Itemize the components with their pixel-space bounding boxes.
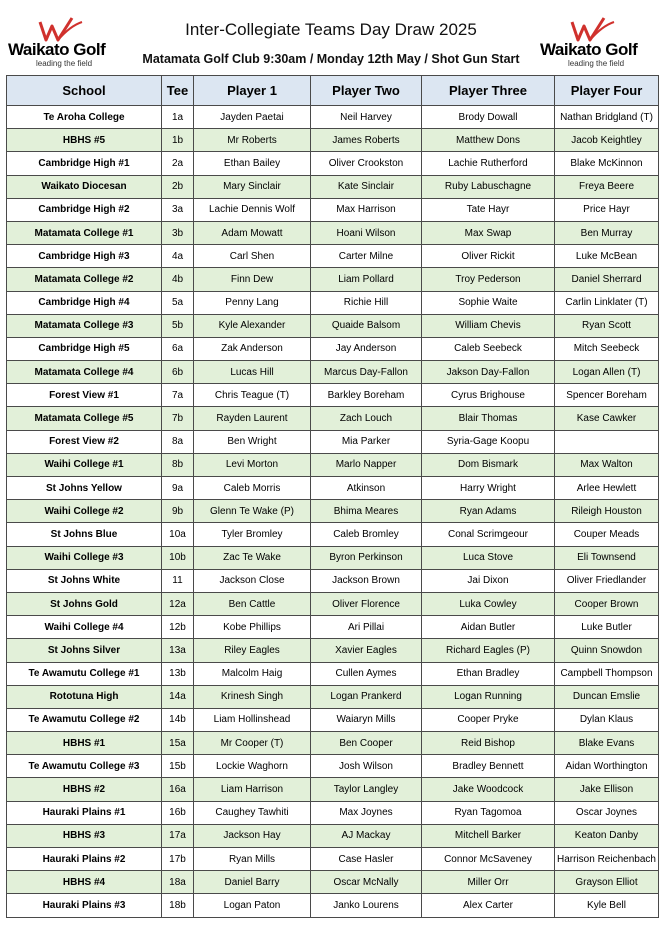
player-four-cell: Spencer Boreham <box>555 384 659 407</box>
player-1-cell: Malcolm Haig <box>194 662 311 685</box>
player-1-cell: Jayden Paetai <box>194 106 311 129</box>
player-1-cell: Liam Harrison <box>194 778 311 801</box>
player-1-cell: Caughey Tawhiti <box>194 801 311 824</box>
player-four-cell: Kase Cawker <box>555 407 659 430</box>
table-body <box>7 106 659 918</box>
table-row <box>7 546 659 569</box>
player-two-cell: Jackson Brown <box>311 569 422 592</box>
player-1-cell: Zak Anderson <box>194 337 311 360</box>
team-school-cell: Cambridge High #1 <box>7 152 162 175</box>
golf-swoosh-icon <box>38 16 84 42</box>
tee-cell: 4a <box>162 245 194 268</box>
player-two-cell: Marlo Napper <box>311 453 422 476</box>
player-four-cell: Freya Beere <box>555 175 659 198</box>
table-row <box>7 824 659 847</box>
team-school-cell: St Johns Yellow <box>7 477 162 500</box>
team-school-cell: Matamata College #1 <box>7 221 162 244</box>
player-two-cell: Atkinson <box>311 477 422 500</box>
table-row <box>7 221 659 244</box>
player-two-cell: Barkley Boreham <box>311 384 422 407</box>
team-school-cell: Te Awamutu College #1 <box>7 662 162 685</box>
player-three-cell: Harry Wright <box>422 477 555 500</box>
player-two-cell: Neil Harvey <box>311 106 422 129</box>
player-four-cell: Blake Evans <box>555 732 659 755</box>
player-two-cell: Liam Pollard <box>311 268 422 291</box>
player-three-cell: Bradley Bennett <box>422 755 555 778</box>
table-row <box>7 778 659 801</box>
player-three-cell: Brody Dowall <box>422 106 555 129</box>
tee-cell: 15b <box>162 755 194 778</box>
player-four-cell: Keaton Danby <box>555 824 659 847</box>
tee-cell: 14b <box>162 708 194 731</box>
player-1-cell: Levi Morton <box>194 453 311 476</box>
player-four-cell: Ryan Scott <box>555 314 659 337</box>
team-school-cell: Hauraki Plains #2 <box>7 848 162 871</box>
tee-cell: 1b <box>162 129 194 152</box>
player-three-cell: Lachie Rutherford <box>422 152 555 175</box>
table-row <box>7 314 659 337</box>
player-three-cell: Dom Bismark <box>422 453 555 476</box>
player-1-cell: Lucas Hill <box>194 361 311 384</box>
player-four-cell: Kyle Bell <box>555 894 659 917</box>
table-row <box>7 871 659 894</box>
player-1-cell: Mary Sinclair <box>194 175 311 198</box>
player-four-cell: Harrison Reichenbach <box>555 848 659 871</box>
team-school-cell: HBHS #4 <box>7 871 162 894</box>
player-four-cell: Couper Meads <box>555 523 659 546</box>
tee-cell: 6a <box>162 337 194 360</box>
player-two-cell: Waiaryn Mills <box>311 708 422 731</box>
player-four-cell: Jacob Keightley <box>555 129 659 152</box>
player-three-cell: Ryan Tagomoa <box>422 801 555 824</box>
tee-cell: 2a <box>162 152 194 175</box>
player-1-cell: Jackson Close <box>194 569 311 592</box>
tee-cell: 1a <box>162 106 194 129</box>
player-three-cell: Connor McSaveney <box>422 848 555 871</box>
team-school-cell: Cambridge High #5 <box>7 337 162 360</box>
player-three-cell: Cyrus Brighouse <box>422 384 555 407</box>
table-row <box>7 268 659 291</box>
player-four-cell: Eli Townsend <box>555 546 659 569</box>
team-school-cell: Waikato Diocesan <box>7 175 162 198</box>
player-four-cell: Ben Murray <box>555 221 659 244</box>
player-three-cell: Sophie Waite <box>422 291 555 314</box>
column-header-player-two: Player Two <box>311 76 422 106</box>
player-four-cell <box>555 430 659 453</box>
table-row <box>7 801 659 824</box>
player-three-cell: Luka Cowley <box>422 592 555 615</box>
player-1-cell: Adam Mowatt <box>194 221 311 244</box>
table-row <box>7 291 659 314</box>
team-school-cell: Waihi College #4 <box>7 616 162 639</box>
player-1-cell: Glenn Te Wake (P) <box>194 500 311 523</box>
column-header-school: School <box>7 76 162 106</box>
team-school-cell: Cambridge High #2 <box>7 198 162 221</box>
player-1-cell: Carl Shen <box>194 245 311 268</box>
tee-cell: 5a <box>162 291 194 314</box>
table-row <box>7 129 659 152</box>
player-two-cell: Logan Prankerd <box>311 685 422 708</box>
player-1-cell: Mr Cooper (T) <box>194 732 311 755</box>
table-row <box>7 198 659 221</box>
waikato-golf-logo-right <box>540 16 650 68</box>
logo-brand-text: Waikato Golf <box>540 40 638 59</box>
logo-tagline: leading the field <box>36 59 93 68</box>
table-row <box>7 616 659 639</box>
player-1-cell: Zac Te Wake <box>194 546 311 569</box>
table-row <box>7 523 659 546</box>
team-school-cell: Hauraki Plains #3 <box>7 894 162 917</box>
player-two-cell: Carter Milne <box>311 245 422 268</box>
player-four-cell: Aidan Worthington <box>555 755 659 778</box>
player-two-cell: Oliver Crookston <box>311 152 422 175</box>
player-four-cell: Oliver Friedlander <box>555 569 659 592</box>
player-two-cell: Oliver Florence <box>311 592 422 615</box>
player-three-cell: Blair Thomas <box>422 407 555 430</box>
page-header <box>0 0 662 75</box>
table-row <box>7 361 659 384</box>
tee-cell: 15a <box>162 732 194 755</box>
draw-table <box>6 75 659 918</box>
player-two-cell: Josh Wilson <box>311 755 422 778</box>
player-three-cell: Cooper Pryke <box>422 708 555 731</box>
team-school-cell: Waihi College #2 <box>7 500 162 523</box>
player-four-cell: Cooper Brown <box>555 592 659 615</box>
table-header-row <box>7 76 659 106</box>
table-row <box>7 384 659 407</box>
player-1-cell: Lockie Waghorn <box>194 755 311 778</box>
player-1-cell: Rayden Laurent <box>194 407 311 430</box>
player-three-cell: Luca Stove <box>422 546 555 569</box>
table-row <box>7 894 659 917</box>
tee-cell: 10b <box>162 546 194 569</box>
player-four-cell: Oscar Joynes <box>555 801 659 824</box>
tee-cell: 3b <box>162 221 194 244</box>
table-row <box>7 245 659 268</box>
player-1-cell: Tyler Bromley <box>194 523 311 546</box>
player-two-cell: Byron Perkinson <box>311 546 422 569</box>
team-school-cell: Te Awamutu College #2 <box>7 708 162 731</box>
tee-cell: 18b <box>162 894 194 917</box>
column-header-player-1: Player 1 <box>194 76 311 106</box>
player-three-cell: Jakson Day-Fallon <box>422 361 555 384</box>
player-1-cell: Krinesh Singh <box>194 685 311 708</box>
player-four-cell: Quinn Snowdon <box>555 639 659 662</box>
team-school-cell: Te Aroha College <box>7 106 162 129</box>
player-1-cell: Daniel Barry <box>194 871 311 894</box>
table-row <box>7 175 659 198</box>
player-three-cell: Ryan Adams <box>422 500 555 523</box>
team-school-cell: Waihi College #1 <box>7 453 162 476</box>
player-two-cell: Hoani Wilson <box>311 221 422 244</box>
player-1-cell: Ben Wright <box>194 430 311 453</box>
tee-cell: 8b <box>162 453 194 476</box>
player-three-cell: Mitchell Barker <box>422 824 555 847</box>
table-row <box>7 685 659 708</box>
player-four-cell: Jake Ellison <box>555 778 659 801</box>
player-three-cell: Jai Dixon <box>422 569 555 592</box>
team-school-cell: Waihi College #3 <box>7 546 162 569</box>
player-three-cell: Miller Orr <box>422 871 555 894</box>
tee-cell: 2b <box>162 175 194 198</box>
tee-cell: 12b <box>162 616 194 639</box>
column-header-player-four: Player Four <box>555 76 659 106</box>
player-four-cell: Campbell Thompson <box>555 662 659 685</box>
team-school-cell: St Johns Blue <box>7 523 162 546</box>
golf-swoosh-icon <box>570 16 616 42</box>
player-two-cell: AJ Mackay <box>311 824 422 847</box>
tee-cell: 13b <box>162 662 194 685</box>
player-two-cell: Bhima Meares <box>311 500 422 523</box>
table-row <box>7 477 659 500</box>
table-row <box>7 732 659 755</box>
player-1-cell: Liam Hollinshead <box>194 708 311 731</box>
player-1-cell: Kyle Alexander <box>194 314 311 337</box>
player-four-cell: Arlee Hewlett <box>555 477 659 500</box>
team-school-cell: Rototuna High <box>7 685 162 708</box>
player-two-cell: Mia Parker <box>311 430 422 453</box>
player-four-cell: Price Hayr <box>555 198 659 221</box>
player-four-cell: Nathan Bridgland (T) <box>555 106 659 129</box>
tee-cell: 10a <box>162 523 194 546</box>
player-four-cell: Max Walton <box>555 453 659 476</box>
player-1-cell: Ethan Bailey <box>194 152 311 175</box>
tee-cell: 4b <box>162 268 194 291</box>
player-three-cell: Logan Running <box>422 685 555 708</box>
team-school-cell: Te Awamutu College #3 <box>7 755 162 778</box>
player-four-cell: Grayson Elliot <box>555 871 659 894</box>
team-school-cell: St Johns Gold <box>7 592 162 615</box>
column-header-tee: Tee <box>162 76 194 106</box>
column-header-player-three: Player Three <box>422 76 555 106</box>
player-three-cell: Reid Bishop <box>422 732 555 755</box>
player-two-cell: Richie Hill <box>311 291 422 314</box>
player-four-cell: Carlin Linklater (T) <box>555 291 659 314</box>
tee-cell: 17b <box>162 848 194 871</box>
player-two-cell: Quaide Balsom <box>311 314 422 337</box>
player-four-cell: Blake McKinnon <box>555 152 659 175</box>
team-school-cell: HBHS #2 <box>7 778 162 801</box>
tee-cell: 13a <box>162 639 194 662</box>
player-four-cell: Daniel Sherrard <box>555 268 659 291</box>
player-1-cell: Chris Teague (T) <box>194 384 311 407</box>
waikato-golf-logo-left <box>8 16 118 68</box>
player-three-cell: Syria-Gage Koopu <box>422 430 555 453</box>
team-school-cell: Hauraki Plains #1 <box>7 801 162 824</box>
table-row <box>7 708 659 731</box>
player-two-cell: Cullen Aymes <box>311 662 422 685</box>
player-four-cell: Mitch Seebeck <box>555 337 659 360</box>
player-two-cell: Max Harrison <box>311 198 422 221</box>
table-row <box>7 639 659 662</box>
player-two-cell: Caleb Bromley <box>311 523 422 546</box>
player-two-cell: Ari Pillai <box>311 616 422 639</box>
table-row <box>7 755 659 778</box>
team-school-cell: Cambridge High #3 <box>7 245 162 268</box>
tee-cell: 3a <box>162 198 194 221</box>
player-three-cell: Ethan Bradley <box>422 662 555 685</box>
team-school-cell: Forest View #2 <box>7 430 162 453</box>
player-three-cell: Troy Pederson <box>422 268 555 291</box>
tee-cell: 8a <box>162 430 194 453</box>
tee-cell: 12a <box>162 592 194 615</box>
player-two-cell: Oscar McNally <box>311 871 422 894</box>
player-three-cell: Alex Carter <box>422 894 555 917</box>
tee-cell: 7a <box>162 384 194 407</box>
tee-cell: 7b <box>162 407 194 430</box>
player-three-cell: Tate Hayr <box>422 198 555 221</box>
tee-cell: 5b <box>162 314 194 337</box>
tee-cell: 9b <box>162 500 194 523</box>
player-two-cell: Taylor Langley <box>311 778 422 801</box>
player-1-cell: Jackson Hay <box>194 824 311 847</box>
team-school-cell: St Johns White <box>7 569 162 592</box>
team-school-cell: St Johns Silver <box>7 639 162 662</box>
player-two-cell: Zach Louch <box>311 407 422 430</box>
logo-tagline: leading the field <box>568 59 625 68</box>
table-row <box>7 152 659 175</box>
table-row <box>7 662 659 685</box>
team-school-cell: Matamata College #5 <box>7 407 162 430</box>
team-school-cell: Forest View #1 <box>7 384 162 407</box>
player-four-cell: Duncan Emslie <box>555 685 659 708</box>
player-two-cell: James Roberts <box>311 129 422 152</box>
player-three-cell: Matthew Dons <box>422 129 555 152</box>
player-two-cell: Marcus Day-Fallon <box>311 361 422 384</box>
player-three-cell: Richard Eagles (P) <box>422 639 555 662</box>
tee-cell: 9a <box>162 477 194 500</box>
logo-brand-text: Waikato Golf <box>8 40 106 59</box>
table-row <box>7 453 659 476</box>
team-school-cell: HBHS #5 <box>7 129 162 152</box>
table-row <box>7 592 659 615</box>
tee-cell: 6b <box>162 361 194 384</box>
tee-cell: 11 <box>162 569 194 592</box>
player-two-cell: Xavier Eagles <box>311 639 422 662</box>
player-three-cell: Caleb Seebeck <box>422 337 555 360</box>
table-row <box>7 848 659 871</box>
player-four-cell: Logan Allen (T) <box>555 361 659 384</box>
team-school-cell: HBHS #1 <box>7 732 162 755</box>
player-1-cell: Kobe Phillips <box>194 616 311 639</box>
player-three-cell: Aidan Butler <box>422 616 555 639</box>
player-two-cell: Case Hasler <box>311 848 422 871</box>
player-three-cell: Ruby Labuschagne <box>422 175 555 198</box>
player-three-cell: Jake Woodcock <box>422 778 555 801</box>
player-two-cell: Jay Anderson <box>311 337 422 360</box>
table-row <box>7 337 659 360</box>
page-title: Inter-Collegiate Teams Day Draw 2025 <box>185 20 477 39</box>
team-school-cell: Matamata College #2 <box>7 268 162 291</box>
player-four-cell: Dylan Klaus <box>555 708 659 731</box>
table-row <box>7 106 659 129</box>
table-row <box>7 569 659 592</box>
player-1-cell: Ben Cattle <box>194 592 311 615</box>
player-1-cell: Caleb Morris <box>194 477 311 500</box>
player-1-cell: Mr Roberts <box>194 129 311 152</box>
table-row <box>7 407 659 430</box>
player-three-cell: Max Swap <box>422 221 555 244</box>
team-school-cell: Matamata College #3 <box>7 314 162 337</box>
player-three-cell: Conal Scrimgeour <box>422 523 555 546</box>
player-1-cell: Penny Lang <box>194 291 311 314</box>
player-four-cell: Luke McBean <box>555 245 659 268</box>
player-three-cell: William Chevis <box>422 314 555 337</box>
player-1-cell: Lachie Dennis Wolf <box>194 198 311 221</box>
tee-cell: 16a <box>162 778 194 801</box>
player-two-cell: Max Joynes <box>311 801 422 824</box>
page-subtitle: Matamata Golf Club 9:30am / Monday 12th May / Shot Gun Start <box>142 52 520 66</box>
player-1-cell: Logan Paton <box>194 894 311 917</box>
tee-cell: 14a <box>162 685 194 708</box>
player-four-cell: Rileigh Houston <box>555 500 659 523</box>
tee-cell: 17a <box>162 824 194 847</box>
player-1-cell: Ryan Mills <box>194 848 311 871</box>
tee-cell: 16b <box>162 801 194 824</box>
team-school-cell: Cambridge High #4 <box>7 291 162 314</box>
player-1-cell: Finn Dew <box>194 268 311 291</box>
player-three-cell: Oliver Rickit <box>422 245 555 268</box>
team-school-cell: Matamata College #4 <box>7 361 162 384</box>
team-school-cell: HBHS #3 <box>7 824 162 847</box>
tee-cell: 18a <box>162 871 194 894</box>
table-row <box>7 500 659 523</box>
table-row <box>7 430 659 453</box>
player-four-cell: Luke Butler <box>555 616 659 639</box>
player-two-cell: Kate Sinclair <box>311 175 422 198</box>
player-two-cell: Ben Cooper <box>311 732 422 755</box>
player-two-cell: Janko Lourens <box>311 894 422 917</box>
player-1-cell: Riley Eagles <box>194 639 311 662</box>
